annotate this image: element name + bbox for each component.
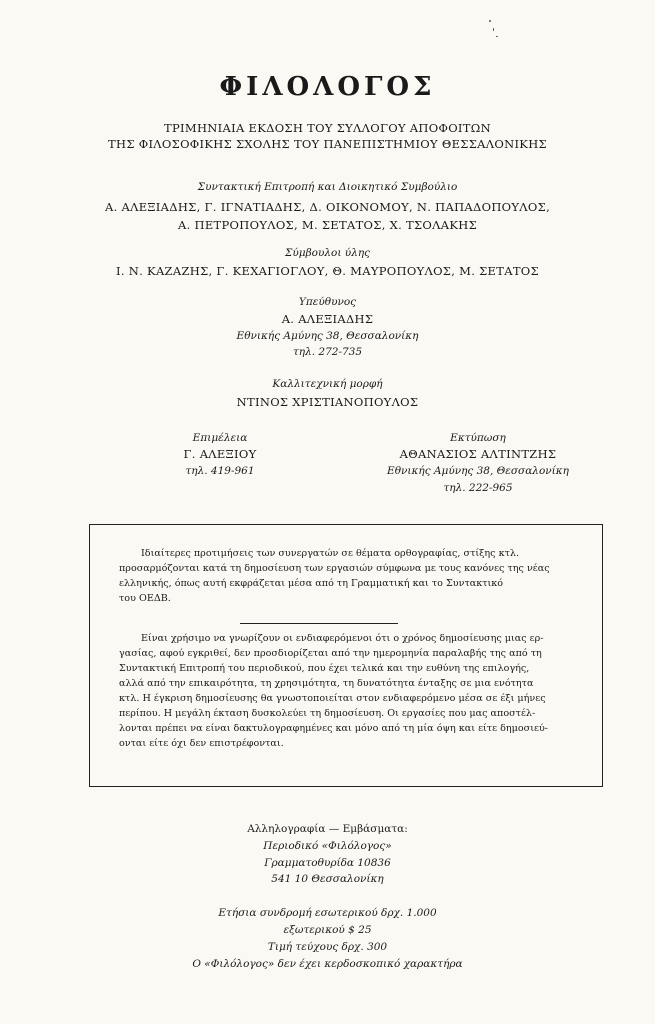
print-speck — [496, 36, 498, 37]
subtitle-line-2: ΤΗΣ ΦΙΛΟΣΟΦΙΚΗΣ ΣΧΟΛΗΣ ΤΟΥ ΠΑΝΕΠΙΣΤΗΜΙΟΥ ΘΕΣΣΑΛΟΝΙΚΗΣ — [108, 137, 547, 151]
notice-paragraph-1 — [119, 546, 589, 606]
printing-name: ΑΘΑΝΑΣΙΟΣ ΑΛΤΙΝΤΖΗΣ — [399, 447, 557, 461]
correspondence-line-2: Γραμματοθυρίδα 10836 — [264, 857, 391, 869]
editing-name: Γ. ΑΛΕΞΙΟΥ — [183, 447, 257, 461]
committee-label: Συντακτική Επιτροπή και Διοικητικό Συμβούλιο — [197, 181, 458, 193]
notice-line: προσαρμόζονται κατά τη δημοσίευση των εργασιών σύμφωνα με τους κανόνες της νέας — [119, 563, 550, 574]
notice-line: γασίας, αφού εγκριθεί, δεν προσδιορίζεται από την ημερομηνία παραλαβής της από τη — [119, 648, 542, 659]
print-speck — [493, 28, 494, 31]
notice-line: Συντακτική Επιτροπή του περιοδικού, που έχει τελικά και την ευθύνη της επιλογής, — [119, 663, 530, 674]
editing-label: Επιμέλεια — [192, 432, 248, 444]
printing-block — [368, 430, 588, 496]
subscription-domestic: Ετήσια συνδρομή εσωτερικού δρχ. 1.000 — [218, 907, 437, 919]
notice-line: ονται είτε όχι δεν επιστρέφονται. — [119, 738, 284, 749]
responsible-phone: τηλ. 272-735 — [292, 346, 363, 358]
journal-title: ΦΙΛΟΛΟΓΟΣ — [219, 72, 436, 102]
committee-names-line-1: Α. ΑΛΕΞΙΑΔΗΣ, Γ. ΙΓΝΑΤΙΑΔΗΣ, Δ. ΟΙΚΟΝΟΜΟΥ, Ν. ΠΑΠΑΔΟΠΟΥΛΟΣ, — [104, 200, 551, 214]
notice-divider — [240, 623, 398, 624]
responsible-label: Υπεύθυνος — [298, 296, 357, 308]
art-name: ΝΤΙΝΟΣ ΧΡΙΣΤΙΑΝΟΠΟΥΛΟΣ — [236, 395, 419, 409]
issue-price: Τιμή τεύχους δρχ. 300 — [267, 941, 388, 953]
printing-address: Εθνικής Αμύνης 38, Θεσσαλονίκη — [387, 465, 569, 477]
notice-line: λονται πρέπει να είναι δακτυλογραφημένες και μόνο από τη μία όψη και είτε δημοσιεύ- — [119, 723, 549, 734]
correspondence-label: Αλληλογραφία — Εμβάσματα: — [247, 823, 408, 835]
print-speck — [489, 20, 491, 22]
committee-names-line-2: Α. ΠΕΤΡΟΠΟΥΛΟΣ, Μ. ΣΕΤΑΤΟΣ, Χ. ΤΣΟΛΑΚΗΣ — [177, 218, 477, 232]
notice-line: ελληνικής, όπως αυτή εκφράζεται μέσα από τη Γραμματική και το Συντακτικό — [119, 578, 504, 589]
printing-label: Εκτύπωση — [450, 432, 506, 444]
editing-phone: τηλ. 419-961 — [185, 465, 255, 477]
notice-line: του ΟΕΔΒ. — [119, 593, 171, 604]
notice-line: κτλ. Η έγκριση δημοσίευσης θα γνωστοποιείται στον ενδιαφερόμενο μέσα σε έξι μήνες — [119, 693, 546, 704]
printing-phone: τηλ. 222-965 — [443, 482, 513, 494]
advisors-label: Σύμβουλοι ύλης — [284, 247, 371, 259]
responsible-address: Εθνικής Αμύνης 38, Θεσσαλονίκη — [236, 330, 419, 342]
responsible-name: Α. ΑΛΕΞΙΑΔΗΣ — [281, 312, 374, 326]
subtitle-line-1: ΤΡΙΜΗΝΙΑΙΑ ΕΚΔΟΣΗ ΤΟΥ ΣΥΛΛΟΓΟΥ ΑΠΟΦΟΙΤΩΝ — [164, 121, 491, 135]
notice-line: περίπου. Η μεγάλη έκταση δυσκολεύει τη δημοσίευση. Οι εργασίες που μας αποστέλ- — [119, 708, 536, 719]
editing-block — [140, 430, 300, 480]
notice-line: Ιδιαίτερες προτιμήσεις των συνεργατών σε θέματα ορθογραφίας, στίξης κτλ. — [141, 548, 520, 559]
nonprofit-statement: Ο «Φιλόλογος» δεν έχει κερδοσκοπικό χαρακτήρα — [192, 958, 463, 970]
notice-box — [89, 524, 603, 787]
correspondence-line-1: Περιοδικό «Φιλόλογος» — [263, 840, 392, 852]
notice-line: Είναι χρήσιμο να γνωρίζουν οι ενδιαφερόμενοι ότι ο χρόνος δημοσίευσης μιας ερ- — [141, 633, 544, 644]
correspondence-line-3: 541 10 Θεσσαλονίκη — [271, 873, 384, 885]
advisors-names: Ι. Ν. ΚΑΖΑΖΗΣ, Γ. ΚΕΧΑΓΙΟΓΛΟΥ, Θ. ΜΑΥΡΟΠΟΥΛΟΣ, Μ. ΣΕΤΑΤΟΣ — [116, 264, 539, 278]
art-label: Καλλιτεχνική μορφή — [272, 378, 383, 390]
notice-line: αλλά από την επικαιρότητα, τη χρησιμότητα, τη δυνατότητα ένταξης σε μια ενότητα — [119, 678, 534, 689]
subscription-foreign: εξωτερικού $ 25 — [283, 924, 372, 936]
notice-paragraph-2 — [119, 631, 589, 751]
